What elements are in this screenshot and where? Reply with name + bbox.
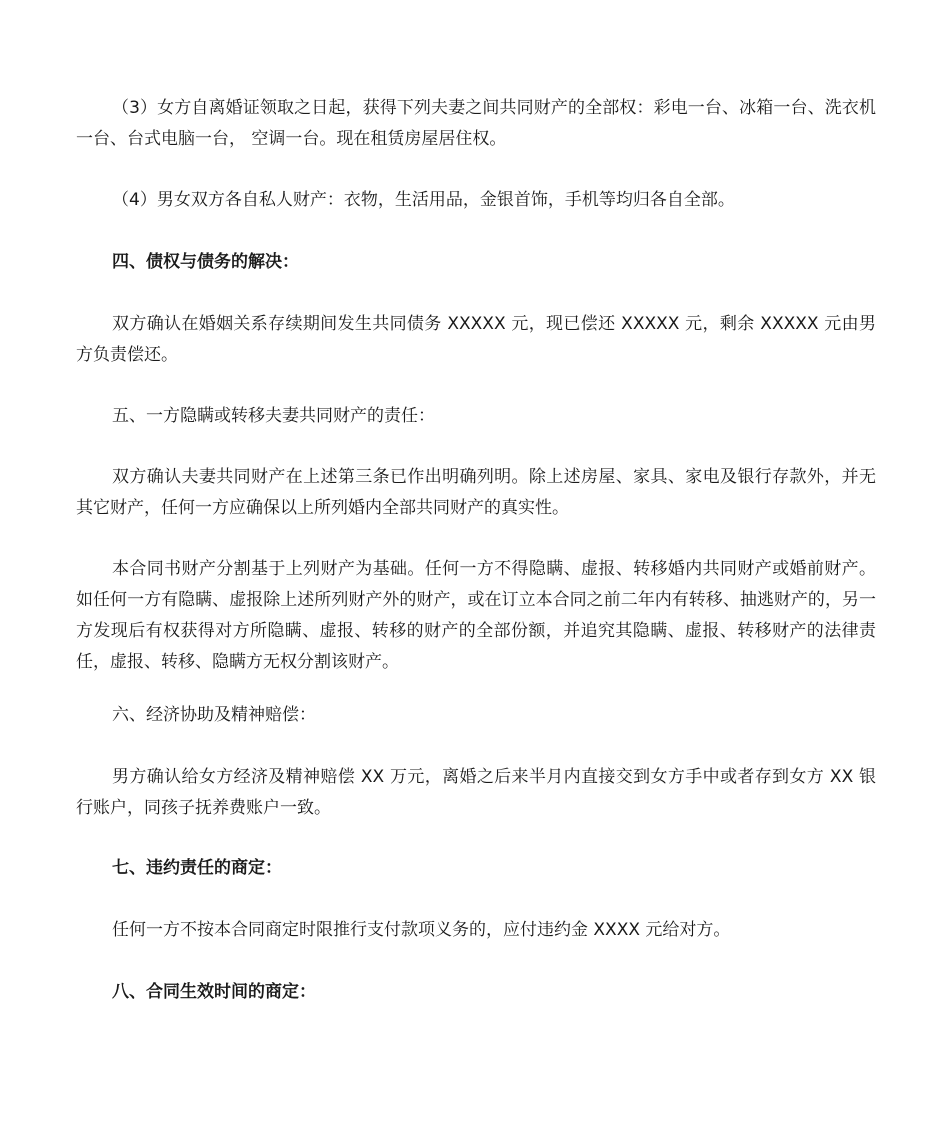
paragraph-wife-property: （3）女方自离婚证领取之日起，获得下列夫妻之间共同财产的全部权：彩电一台、冰箱一台、洗衣机一台、台式电脑一台， 空调一台。现在租赁房屋居住权。 bbox=[76, 98, 876, 149]
paragraph-debts: 双方确认在婚姻关系存续期间发生共同债务 XXXXX 元，现已偿还 XXXXX 元，剩余 XXXXX 元由男方负责偿还。 bbox=[76, 314, 876, 365]
paragraph-compensation: 男方确认给女方经济及精神赔偿 XX 万元，离婚之后来半月内直接交到女方手中或者存到女方 XX 银行账户，同孩子抚养费账户一致。 bbox=[76, 767, 876, 818]
paragraph-personal-property: （4）男女双方各自私人财产：衣物，生活用品，金银首饰，手机等均归各自全部。 bbox=[112, 190, 735, 210]
paragraph-property-confirmation: 双方确认夫妻共同财产在上述第三条已作出明确列明。除上述房屋、家具、家电及银行存款外，并无其它财产，任何一方应确保以上所列婚内全部共同财产的真实性。 bbox=[76, 467, 876, 518]
heading-concealment: 五、一方隐瞒或转移夫妻共同财产的责任： bbox=[112, 406, 435, 426]
heading-compensation: 六、经济协助及精神赔偿： bbox=[112, 705, 316, 725]
heading-debts: 四、债权与债务的解决： bbox=[112, 252, 299, 272]
paragraph-concealment-liability: 本合同书财产分割基于上列财产为基础。任何一方不得隐瞒、虚报、转移婚内共同财产或婚前财产。如任何一方有隐瞒、虚报除上述所列财产外的财产，或在订立本合同之前二年内有转移、抽逃财产的，另一方发现后有权获得对方所隐瞒、虚报、转移的财产的全部份额，并追究其隐瞒、虚报、转移财产的法律责任，虚报、转移、隐瞒方无权分割该财产。 bbox=[76, 559, 876, 672]
paragraph-breach: 任何一方不按本合同商定时限推行支付款项义务的，应付违约金 XXXX 元给对方。 bbox=[112, 920, 731, 940]
heading-breach: 七、违约责任的商定： bbox=[112, 858, 282, 878]
heading-effective-time: 八、合同生效时间的商定： bbox=[112, 982, 316, 1002]
